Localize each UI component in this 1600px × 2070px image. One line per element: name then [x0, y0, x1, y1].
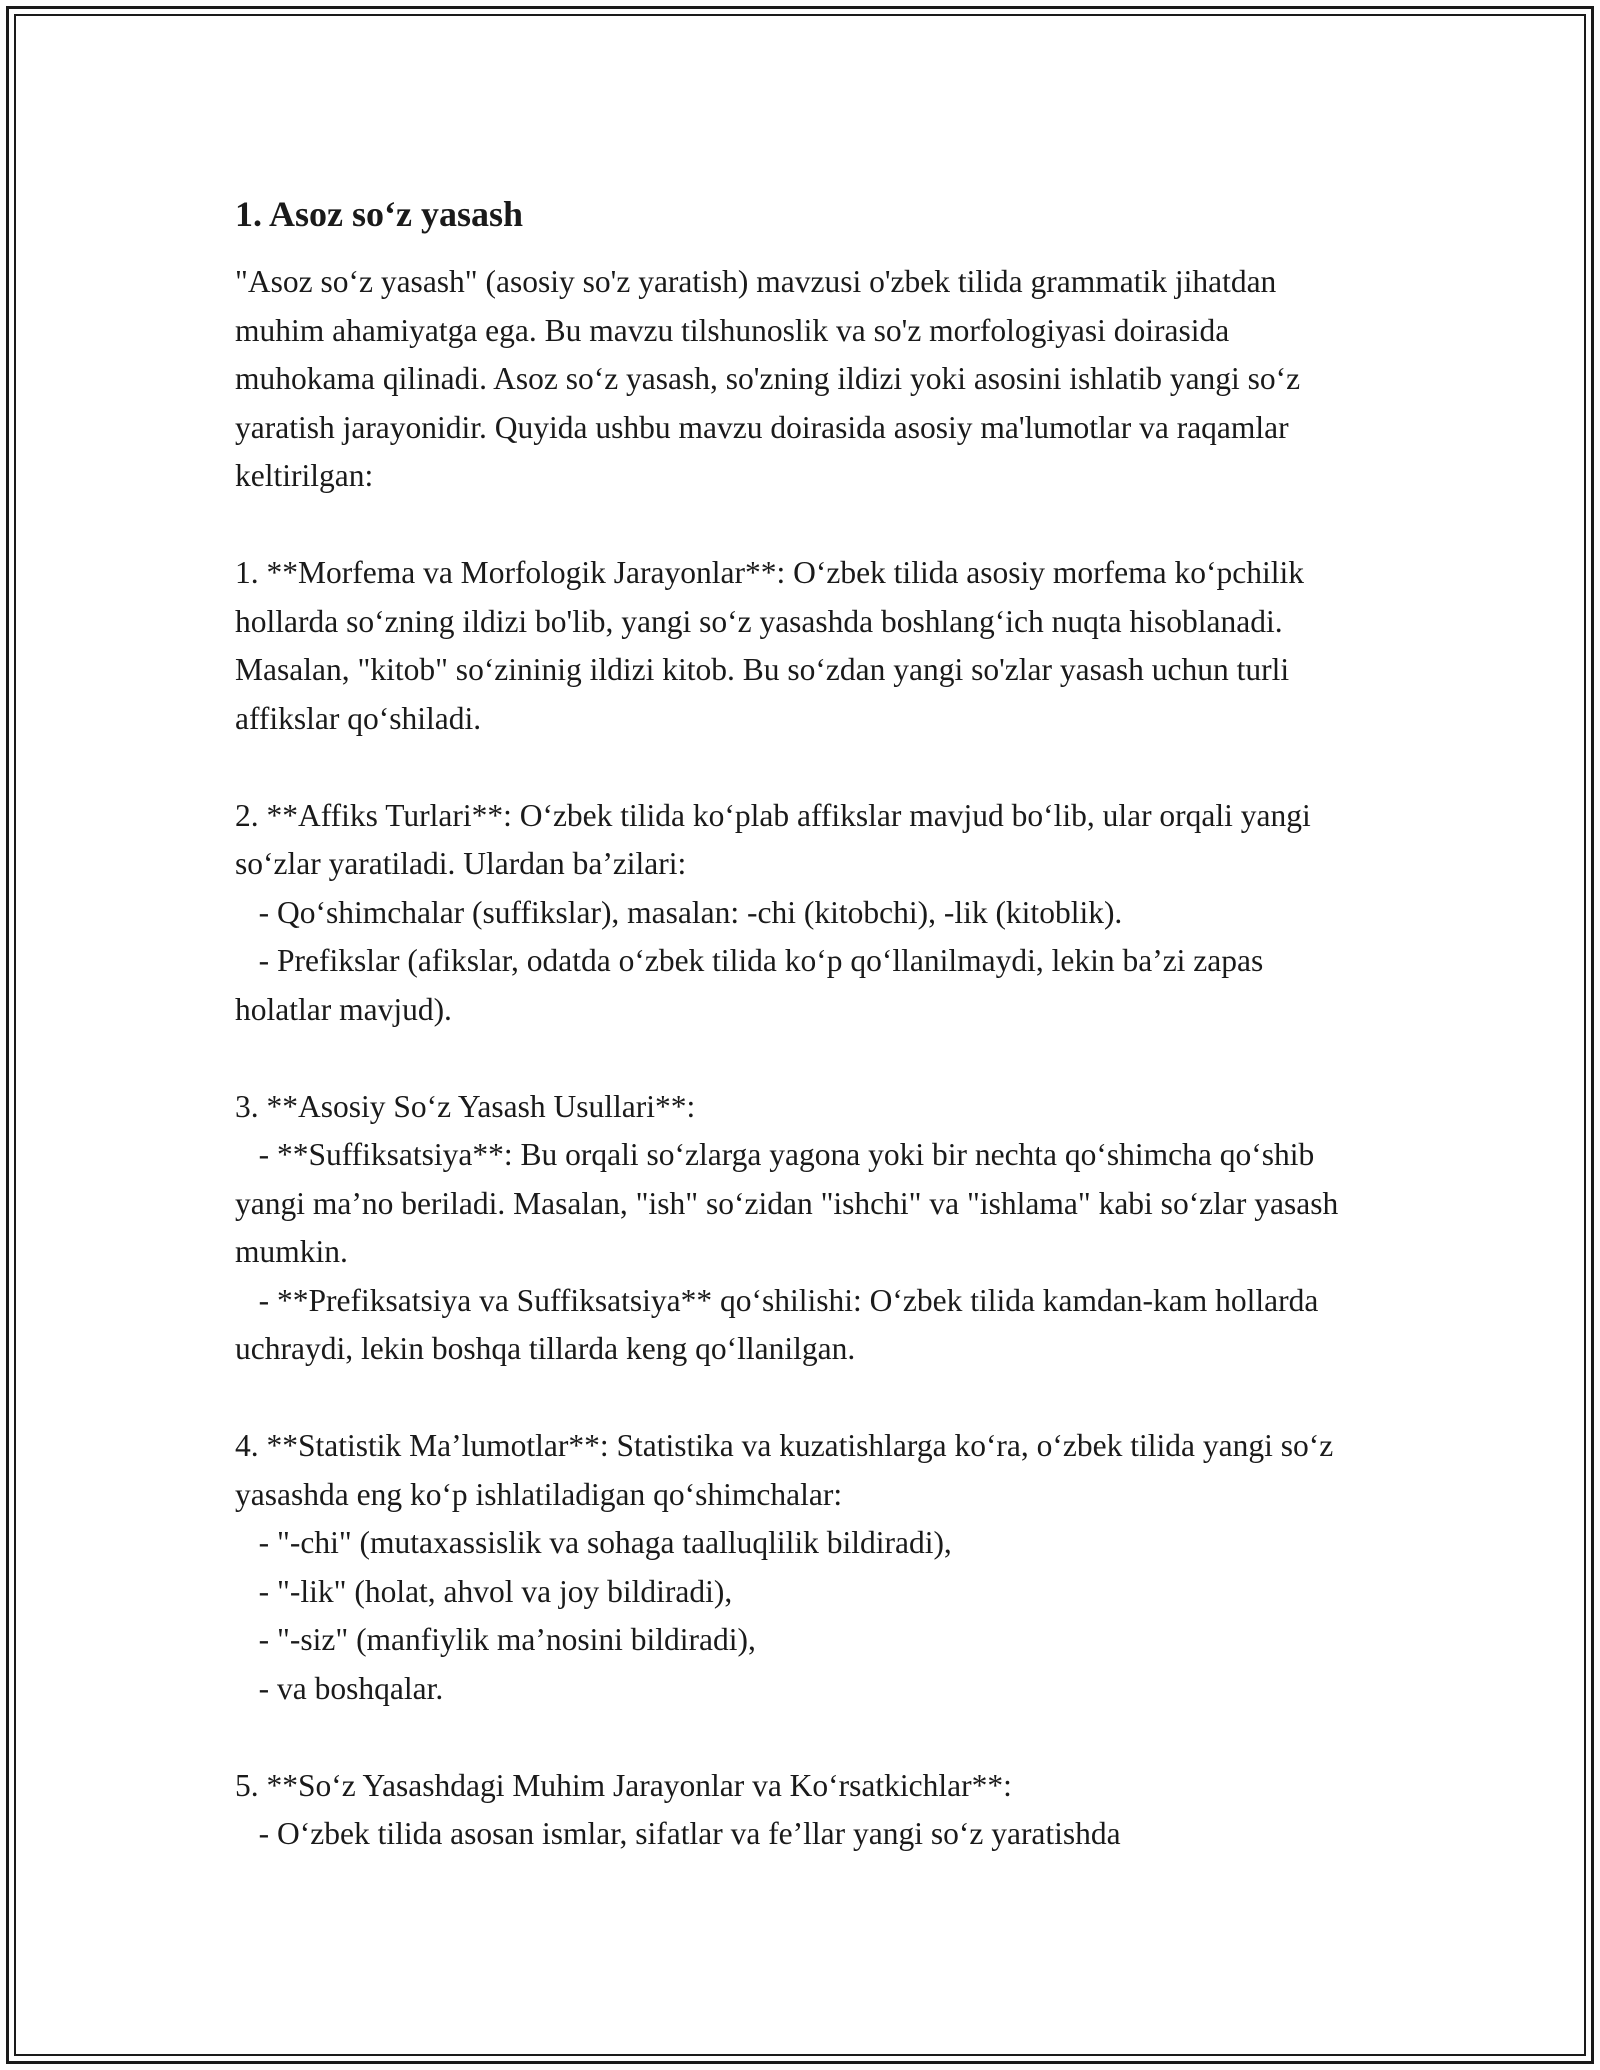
- blank-line: [235, 501, 1365, 550]
- list-item: - va boshqalar.: [235, 1670, 444, 1706]
- document-page: [235, 186, 1365, 1859]
- list-item: - O‘zbek tilida asosan ismlar, sifatlar va fe’llar yangi so‘z yaratishda: [235, 1816, 1121, 1851]
- paragraph-item-4: 4. **Statistik Ma’lumotlar**: Statistika va kuzatishlarga ko‘ra, o‘zbek tilida yangi so‘z yasashda eng ko‘p ishlatiladigan qo‘shimchalar:: [235, 1428, 1342, 1512]
- document-title: 1. Asoz so‘z yasash: [235, 194, 524, 234]
- blank-line: [235, 1374, 1365, 1423]
- list-item: - "-chi" (mutaxassislik va sohaga taalluqlilik bildiradi),: [235, 1525, 952, 1560]
- list-item: - **Suffiksatsiya**: Bu orqali so‘zlarga yagona yoki bir nechta qo‘shimcha qo‘shib yangi ma’no beriladi. Masalan, "ish" so‘zidan "ishchi" va "ishlama" kabi so‘zlar yasash mumkin.: [235, 1137, 1347, 1269]
- blank-line: [235, 743, 1365, 792]
- paragraph-item-3: 3. **Asosiy So‘z Yasash Usullari**:: [235, 1088, 696, 1124]
- paragraph-item-1: 1. **Morfema va Morfologik Jarayonlar**: O‘zbek tilida asosiy morfema ko‘pchilik hollarda so‘zning ildizi bo'lib, yangi so‘z yasashda boshlang‘ich nuqta hisoblanadi. Masalan, "kitob" so‘zininig ildizi kitob. Bu so‘zdan yangi so'zlar yasash uchun turli affikslar qo‘shiladi.: [235, 555, 1312, 736]
- blank-line: [235, 1034, 1365, 1083]
- list-item: - **Prefiksatsiya va Suffiksatsiya** qo‘shilishi: O‘zbek tilida kamdan-kam hollarda uchraydi, lekin boshqa tillarda keng qo‘llanilgan.: [235, 1282, 1327, 1366]
- list-item: - Qo‘shimchalar (suffikslar), masalan: -chi (kitobchi), -lik (kitoblik).: [235, 894, 1123, 930]
- list-item: - "-siz" (manfiylik ma’nosini bildiradi),: [235, 1622, 756, 1657]
- list-item: - "-lik" (holat, ahvol va joy bildiradi),: [235, 1573, 733, 1609]
- blank-line: [235, 1713, 1365, 1762]
- list-item: - Prefikslar (afikslar, odatda o‘zbek tilida ko‘p qo‘llanilmaydi, lekin ba’zi zapas holatlar mavjud).: [235, 943, 1272, 1027]
- paragraph-item-5: 5. **So‘z Yasashdagi Muhim Jarayonlar va Ko‘rsatkichlar**:: [235, 1767, 1012, 1803]
- paragraph-intro: "Asoz so‘z yasash" (asosiy so'z yaratish) mavzusi o'zbek tilida grammatik jihatdan muhim ahamiyatga ega. Bu mavzu tilshunoslik va so'z morfologiyasi doirasida muhokama qilinadi. Asoz so‘z yasash, so'zning ildizi yoki asosini ishlatib yangi so‘z yaratish jarayonidir. Quyida ushbu mavzu doirasida asosiy ma'lumotlar va raqamlar keltirilgan:: [235, 264, 1309, 493]
- paragraph-item-2: 2. **Affiks Turlari**: O‘zbek tilida ko‘plab affikslar mavjud bo‘lib, ular orqali yangi so‘zlar yaratiladi. Ulardan ba’zilari:: [235, 797, 1319, 881]
